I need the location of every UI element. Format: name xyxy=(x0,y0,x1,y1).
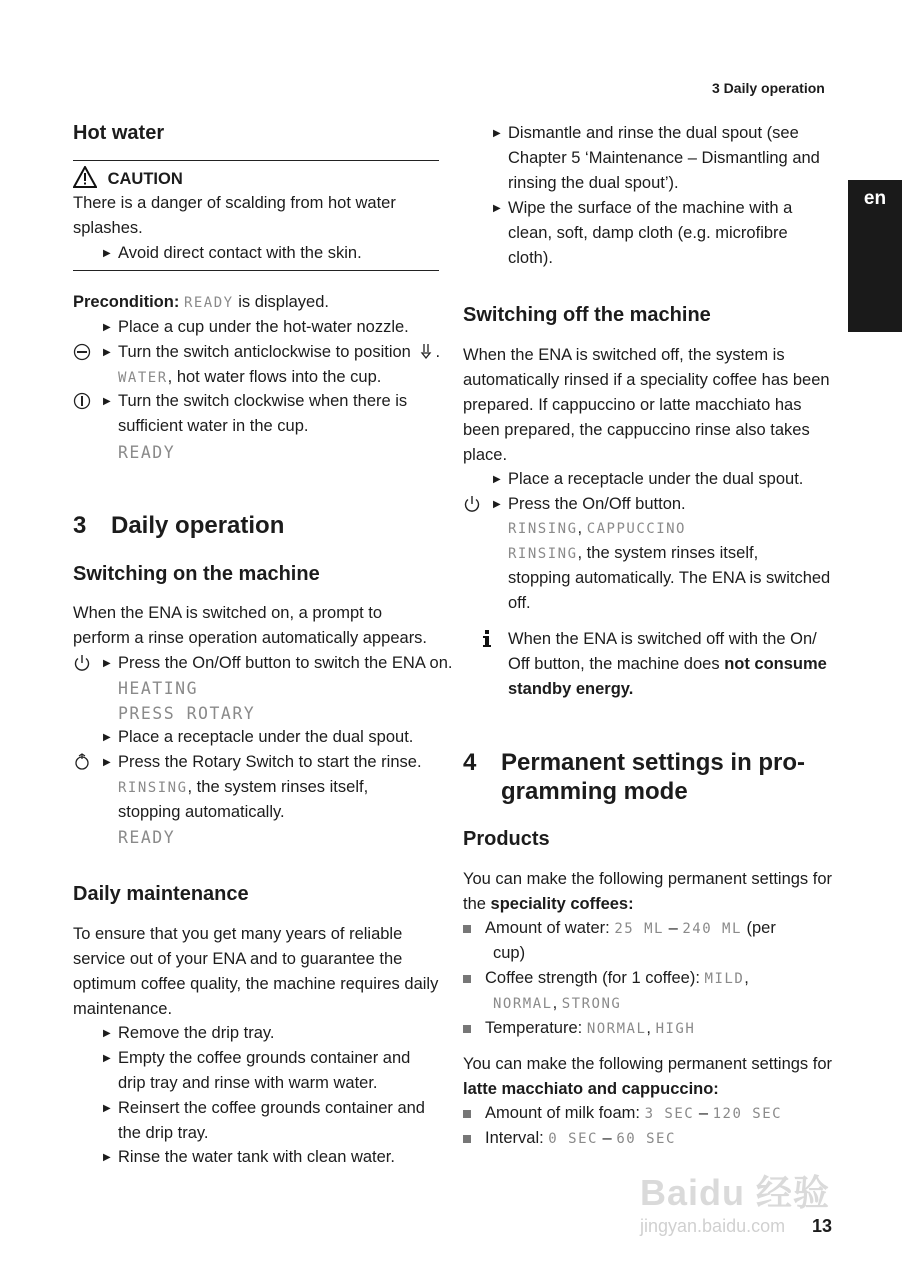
maintenance-step-3: ▶ Reinsert the coffee grounds container and xyxy=(103,1099,425,1117)
maintenance-step-5: ▶ Dismantle and rinse the dual spout (see xyxy=(493,124,799,142)
running-header: 3 Daily operation xyxy=(712,80,825,96)
press-rotary-lcd: PRESS ROTARY xyxy=(118,704,256,723)
maintenance-step-5-cont2: rinsing the dual spout’). xyxy=(508,174,679,192)
info-icon xyxy=(481,629,493,649)
maintenance-step-6-cont2: cloth). xyxy=(508,249,553,267)
rotary-switch-icon xyxy=(73,753,91,771)
switching-off-cont: stopping automatically. The ENA is switched xyxy=(508,569,831,587)
switch-clockwise-icon xyxy=(73,392,91,410)
products-bullet-5: Interval: 0 SEC – 60 SEC xyxy=(463,1126,676,1152)
maintenance-step-1: ▶ Remove the drip tray. xyxy=(103,1024,275,1042)
switching-off-title: Switching off the machine xyxy=(463,304,711,326)
hot-water-title: Hot water xyxy=(73,122,165,144)
ready-lcd: READY xyxy=(118,828,176,847)
maintenance-step-6: ▶ Wipe the surface of the machine with a xyxy=(493,199,793,217)
switch-anticlockwise-icon xyxy=(73,343,91,361)
warning-triangle-icon xyxy=(73,166,97,188)
switching-on-step-3: ▶ Press the Rotary Switch to start the rinse. xyxy=(103,753,422,771)
hot-water-ready-lcd: READY xyxy=(118,443,176,462)
products-bullet-1: Amount of water: 25 ML – 240 ML (per xyxy=(463,916,776,942)
switching-on-step-3-cont: RINSING, the system rinses itself, xyxy=(118,778,369,796)
switching-off-step-2: ▶ Press the On/Off button. xyxy=(493,495,686,513)
power-icon xyxy=(73,654,91,672)
switching-on-step-1: ▶ Press the On/Off button to switch the ENA on. xyxy=(103,654,453,672)
maintenance-step-2: ▶ Empty the coffee grounds container and xyxy=(103,1049,411,1067)
switching-on-step-3-cont2: stopping automatically. xyxy=(118,803,285,821)
switching-on-step-2: ▶ Place a receptacle under the dual spout. xyxy=(103,728,414,746)
maintenance-step-5-cont: Chapter 5 ‘Maintenance – Dismantling and xyxy=(508,149,820,167)
page-number: 13 xyxy=(812,1216,833,1236)
hot-water-step-3: ▶ Turn the switch clockwise when there is xyxy=(103,392,408,410)
caution-text: There is a danger of scalding from hot water splashes. xyxy=(73,194,396,237)
daily-operation-heading: 3 Daily operation xyxy=(73,512,285,539)
watermark-logo: Baidu 经验 xyxy=(640,1172,831,1213)
maintenance-step-6-cont: clean, soft, damp cloth (e.g. microfibre xyxy=(508,224,788,242)
switching-off-intro: When the ENA is switched off, the system is automatically rinsed if a speciality coffee has been prepared. If cappuccino or latte macchiato has been prepared, the cappuccino rinse also takes place. xyxy=(463,346,830,464)
switching-off-step-1: ▶ Place a receptacle under the dual spout. xyxy=(493,470,804,488)
hot-water-step-3-cont: sufficient water in the cup. xyxy=(118,417,309,435)
switching-on-intro: When the ENA is switched on, a prompt to perform a rinse operation automatically appears. xyxy=(73,604,428,647)
precondition: Precondition: READY is displayed. xyxy=(73,293,329,311)
hot-water-step-2-cont: WATER, hot water flows into the cup. xyxy=(118,368,382,386)
hot-water-position-icon xyxy=(419,343,435,359)
products-intro: You can make the following permanent settings for the speciality coffees: xyxy=(463,870,833,913)
info-note: When the ENA is switched off with the On/ Off button, the machine does not consume standby energy. xyxy=(508,630,827,698)
hot-water-step-2: ▶ Turn the switch anticlockwise to position . xyxy=(103,343,441,361)
watermark-url: jingyan.baidu.com xyxy=(640,1216,786,1236)
language-tab-label: en xyxy=(863,188,887,209)
products-bullet-2-cont: NORMAL, STRONG xyxy=(493,994,622,1012)
products-intro-2: You can make the following permanent settings for latte macchiato and cappuccino: xyxy=(463,1055,833,1098)
language-tab xyxy=(848,180,902,332)
hot-water-step-1: ▶ Place a cup under the hot-water nozzle. xyxy=(103,318,409,336)
caution-top-rule xyxy=(73,160,439,161)
daily-maintenance-intro: To ensure that you get many years of reliable service out of your ENA and to guarantee the optimum coffee quality, the machine requires daily maintenance. xyxy=(73,925,439,1018)
power-off-icon xyxy=(463,495,481,513)
maintenance-step-3-cont: the drip tray. xyxy=(118,1124,209,1142)
products-bullet-1-cont: cup) xyxy=(493,944,526,962)
caution-step: ▶ Avoid direct contact with the skin. xyxy=(103,244,362,262)
heating-lcd: HEATING xyxy=(118,679,199,698)
products-title: Products xyxy=(463,828,550,850)
products-bullet-4: Amount of milk foam: 3 SEC – 120 SEC xyxy=(463,1101,782,1127)
switching-off-lcd-line-2: RINSING, the system rinses itself, xyxy=(508,544,759,562)
maintenance-step-2-cont: drip tray and rinse with warm water. xyxy=(118,1074,378,1092)
switching-off-cont2: off. xyxy=(508,594,531,612)
products-bullet-3: Temperature: NORMAL, HIGH xyxy=(463,1016,695,1042)
switching-off-lcd-line: RINSING, CAPPUCCINO xyxy=(508,519,686,537)
permanent-settings-heading: 4 Permanent settings in pro- gramming mode xyxy=(463,749,806,805)
caution-label: CAUTION xyxy=(107,170,183,188)
switching-on-title: Switching on the machine xyxy=(73,563,320,585)
maintenance-step-4: ▶ Rinse the water tank with clean water. xyxy=(103,1148,395,1166)
daily-maintenance-title: Daily maintenance xyxy=(73,883,249,905)
products-bullet-2: Coffee strength (for 1 coffee): MILD, xyxy=(463,966,749,992)
caution-block xyxy=(73,166,183,189)
caution-bottom-rule xyxy=(73,270,439,271)
